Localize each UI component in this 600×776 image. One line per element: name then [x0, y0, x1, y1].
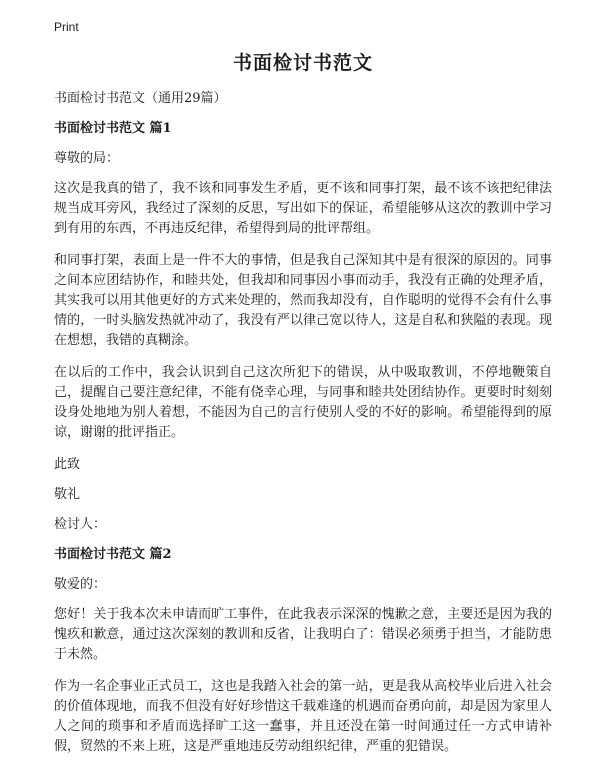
print-link[interactable]: Print [54, 20, 79, 34]
paragraph: 作为一名企事业正式员工，这也是我踏入社会的第一站，更是我从高校毕业后进入社会的价值体现地，而我不但没有好好珍惜这千载难逢的机遇而奋勇向前，却是因为家里人人之间的琐事和矛盾而选择旷工这一蠢事，并且还没在第一时间通过任一方式申请补假，贸然的不来上班，这是严重地违反劳动组织纪律，严重的犯错误。 [54, 679, 552, 754]
document-body [54, 48, 552, 769]
signature-line: 检讨人： [54, 517, 107, 532]
section-heading-1: 书面检讨书范文 篇1 [54, 121, 172, 136]
paragraph: 在以后的工作中，我会认识到自己这次所犯下的错误，从中吸取教训，不停地鞭策自己，提醒自己要注意纪律，不能有侥幸心理，与同事和睦共处团结协作。更要时时刻刻设身处地地为别人着想，不能因为自己的言行使别人受的不好的影响。希望能得到的原谅，谢谢的批评指正。 [54, 365, 552, 440]
document-title: 书面检讨书范文 [232, 52, 373, 74]
regards-line: 敬礼 [54, 487, 81, 502]
paragraph: 这次是我真的错了，我不该和同事发生矛盾，更不该和同事打架，最不该不该把纪律法规当成耳旁风，我经过了深刻的反思，写出如下的保证，希望能够从这次的教训中学习到有用的东西，不再违反纪律，希望得到局的批评帮组。 [54, 181, 552, 236]
salutation-1: 尊敬的局： [54, 151, 120, 166]
paragraph: 和同事打架，表面上是一件不大的事情，但是我自己深知其中是有很深的原因的。同事之间本应团结协作，和睦共处，但我却和同事因小事而动手，我没有正确的处理矛盾，其实我可以用其他更好的方式来处理的，然而我却没有，自作聪明的觉得不会有什么事情的，一时头脑发热就冲动了，我没有严以律己宽以待人，这是自私和狭隘的表现。现在想想，我错的真糊涂。 [54, 253, 552, 348]
document-subtitle: 书面检讨书范文（通用29篇） [54, 91, 227, 106]
salutation-2: 敬爱的： [54, 577, 107, 592]
closing-line: 此致 [54, 457, 81, 472]
paragraph: 您好！关于我本次未申请而旷工事件，在此我表示深深的愧歉之意，主要还是因为我的愧疚和歉意，通过这次深刻的教训和反省，让我明白了：错误必须勇于担当，才能防患于未然。 [54, 607, 552, 662]
section-heading-2: 书面检讨书范文 篇2 [54, 547, 172, 562]
